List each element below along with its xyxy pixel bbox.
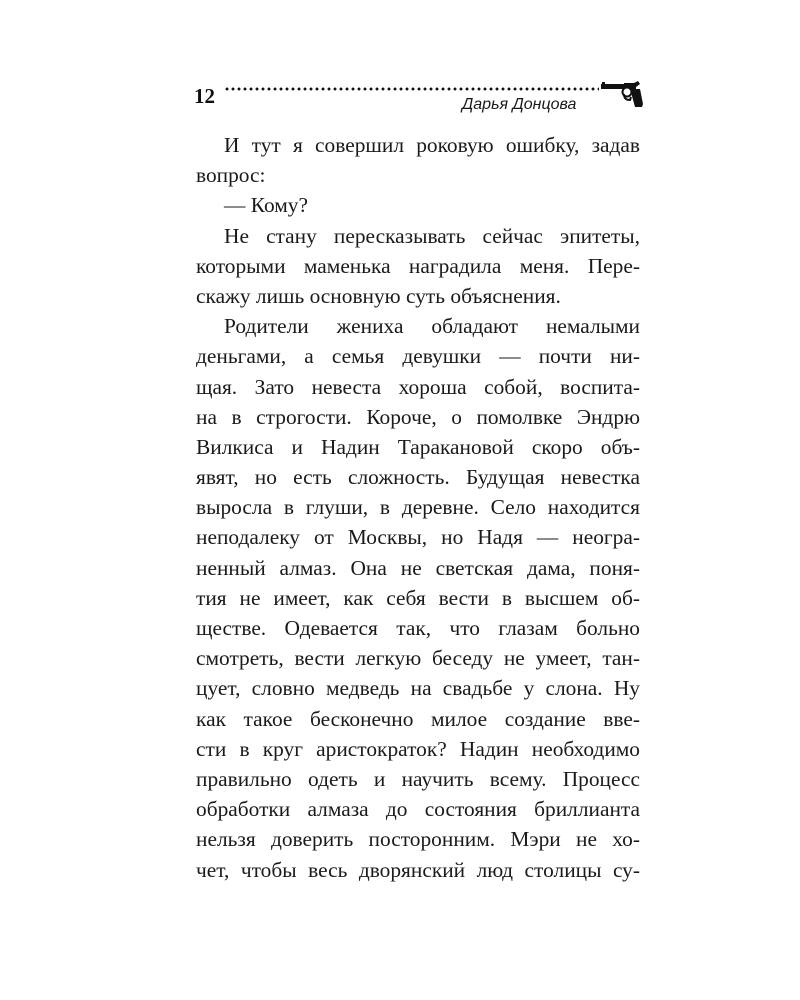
body-text <box>196 130 640 885</box>
text-line: сти в круг аристократок? Надин необходимо <box>196 736 640 761</box>
text-line: тия не имеет, как себя вести в высшем об- <box>196 585 640 610</box>
text-line: деньгами, а семья девушки — почти ни- <box>196 344 640 369</box>
text-line: чет, чтобы весь дворянский люд столицы су- <box>196 857 640 882</box>
page-number: 12 <box>194 84 215 108</box>
text-line: которыми маменька наградила меня. Пере- <box>196 253 640 278</box>
text-line: цует, словно медведь на свадьбе у слона. Ну <box>196 676 640 701</box>
text-line: ществе. Одевается так, что глазам больно <box>196 616 640 640</box>
revolver-icon <box>600 80 644 108</box>
text-line: явят, но есть сложность. Будущая невестка <box>196 465 640 490</box>
text-line: И тут я совершил роковую ошибку, задав <box>224 133 640 157</box>
text-line: щая. Зато невеста хороша собой, воспита- <box>196 374 640 399</box>
text-line: Родители жениха обладают немалыми <box>224 314 640 339</box>
text-line: вопрос: <box>196 163 266 188</box>
text-line: на в строгости. Короче, о помолвке Эндрю <box>196 404 640 429</box>
text-line: Не стану пересказывать сейчас эпитеты, <box>224 223 640 248</box>
text-line: скажу лишь основную суть объяснения. <box>196 283 561 308</box>
dotted-rule <box>224 87 599 91</box>
text-line: ненный алмаз. Она не светская дама, поня- <box>196 555 640 580</box>
text-line: смотреть, вести легкую беседу не умеет, тан- <box>196 646 640 671</box>
text-line: — Кому? <box>224 193 308 218</box>
author-name: Дарья Донцова <box>462 96 577 113</box>
text-line: Вилкиса и Надин Таракановой скоро объ- <box>196 434 640 459</box>
text-line: выросла в глуши, в деревне. Село находится <box>196 495 640 520</box>
text-line: нельзя доверить посторонним. Мэри не хо- <box>196 827 640 852</box>
text-line: правильно одеть и научить всему. Процесс <box>196 766 640 791</box>
text-line: обработки алмаза до состояния бриллианта <box>196 797 640 822</box>
running-header <box>194 78 644 118</box>
text-line: как такое бесконечно милое создание вве- <box>196 706 640 731</box>
text-line: неподалеку от Москвы, но Надя — неогра- <box>196 525 640 550</box>
